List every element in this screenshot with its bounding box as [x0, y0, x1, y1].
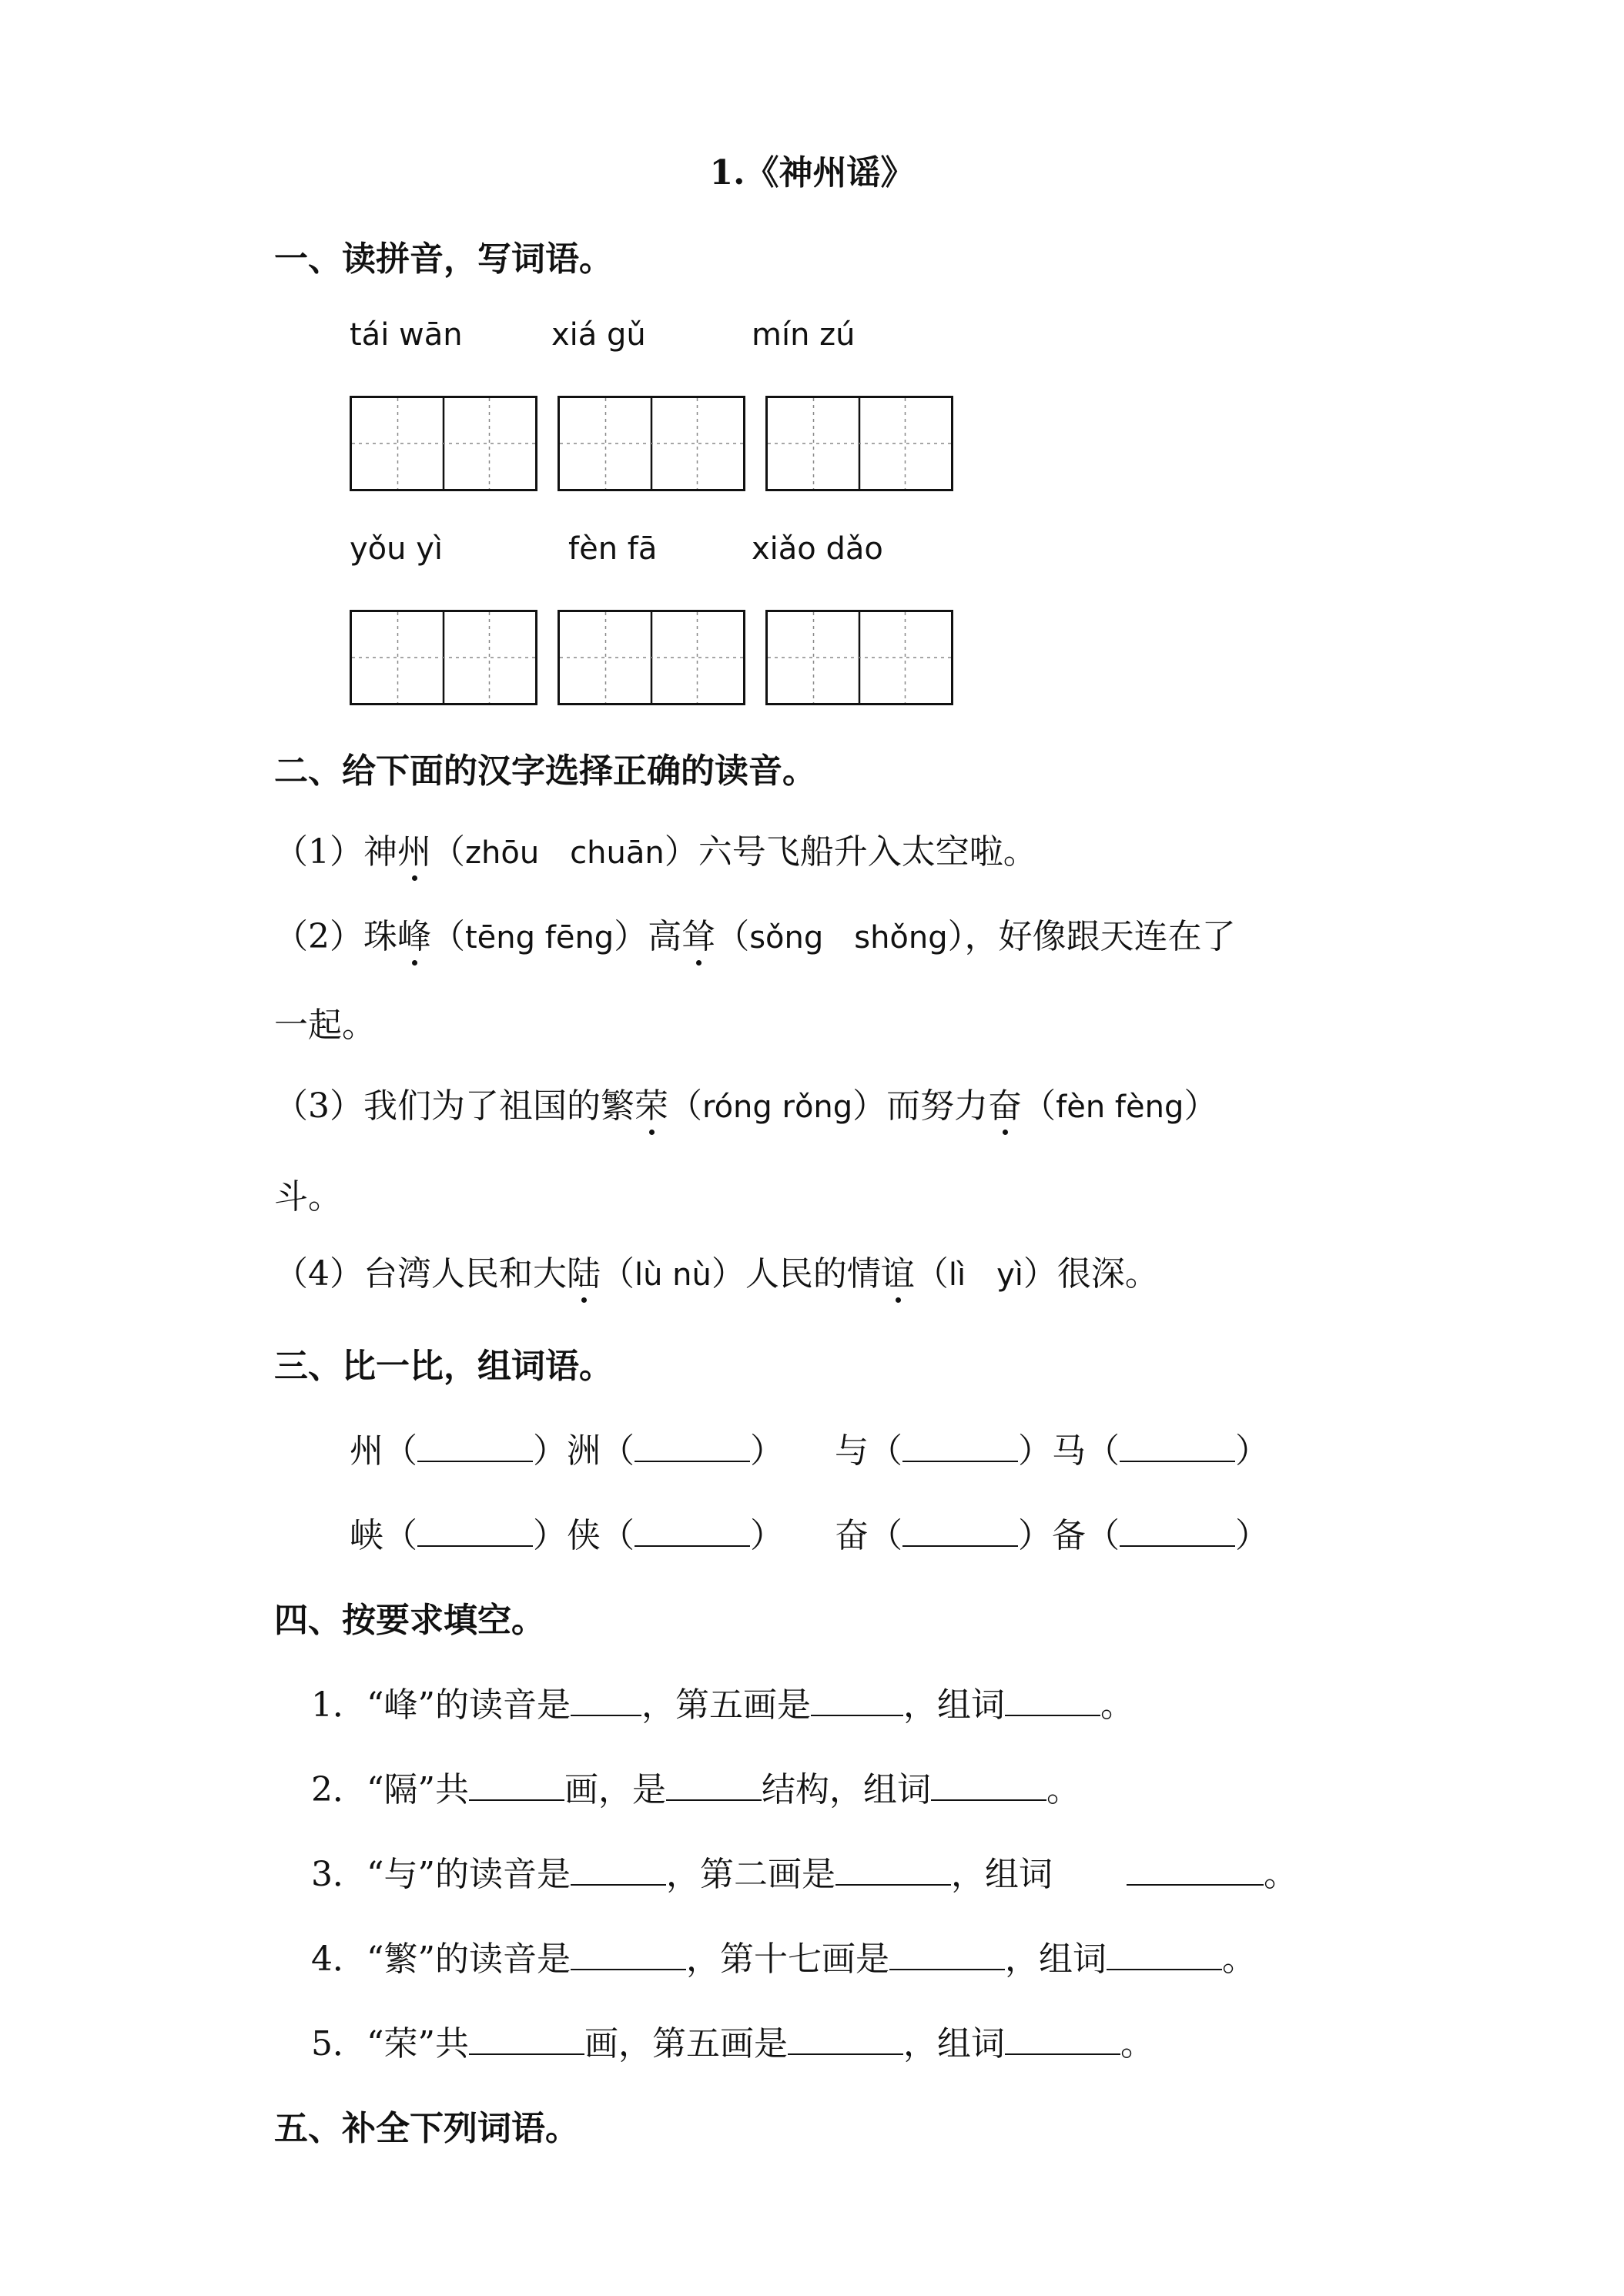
marked-char: 州 — [397, 832, 431, 872]
fill-item-3 — [311, 1846, 1298, 1896]
item-text: ，组词 — [950, 1855, 1053, 1894]
q-text: ）很深。 — [1023, 1254, 1159, 1294]
q-text: （ — [914, 1254, 949, 1294]
pinyin-5: fèn fā — [568, 531, 658, 567]
item-text: 4．“繁”的读音是 — [311, 1940, 571, 1979]
q-text: （ — [431, 917, 465, 956]
fill-item-4 — [311, 1931, 1256, 1980]
answer-blank[interactable] — [1120, 1434, 1235, 1462]
char-label: 奋（ — [835, 1516, 902, 1555]
q-text: （ — [1022, 1086, 1056, 1126]
char-label: ） — [1235, 1431, 1269, 1471]
marked-char: 奋 — [988, 1086, 1023, 1126]
q-text: ）高 — [614, 917, 682, 956]
item-text: ，组词 — [902, 1685, 1005, 1725]
answer-blank[interactable] — [635, 1434, 750, 1462]
compare-row-2 — [350, 1508, 1269, 1557]
answer-blank[interactable] — [902, 1434, 1018, 1462]
q-text: ）六号飞船升入太空啦。 — [664, 832, 1037, 872]
q-text: （1）神 — [274, 832, 397, 872]
answer-blank[interactable] — [931, 1773, 1046, 1801]
writing-grid[interactable] — [558, 396, 745, 491]
question-2-3-cont: 斗。 — [274, 1177, 342, 1217]
answer-blank[interactable] — [666, 1773, 762, 1801]
q-text: （ — [601, 1254, 635, 1294]
section-4-heading: 四、按要求填空。 — [274, 1601, 545, 1640]
q-text: ）人民的情 — [711, 1254, 881, 1294]
item-text: 。 — [1263, 1855, 1298, 1894]
char-label: ） — [750, 1516, 784, 1555]
question-2-3 — [274, 1078, 1217, 1127]
q-text: ），好像跟天连在了 — [947, 917, 1236, 956]
q-text: ）而努力 — [852, 1086, 989, 1126]
answer-blank[interactable] — [1107, 1943, 1222, 1970]
item-text: 。 — [1046, 1770, 1080, 1809]
pinyin-3: mín zú — [752, 317, 856, 353]
item-text: 结构，组词 — [761, 1770, 931, 1809]
page-title: 1.《神州谣》 — [709, 153, 915, 192]
answer-blank[interactable] — [469, 1773, 564, 1801]
char-label: 峡（ — [350, 1516, 417, 1555]
pinyin-6: xiǎo dǎo — [752, 531, 883, 567]
answer-blank[interactable] — [889, 1943, 1005, 1970]
char-label: ）洲（ — [533, 1431, 635, 1471]
pinyin-options[interactable]: róng rǒng — [702, 1089, 853, 1125]
item-text: ，组词 — [1004, 1940, 1107, 1979]
pinyin-2: xiá gǔ — [551, 317, 646, 353]
pinyin-options[interactable]: sǒng shǒng — [749, 920, 948, 956]
item-text: ，组词 — [902, 2024, 1005, 2063]
q-text: （2）珠 — [274, 917, 397, 956]
section-2-heading: 二、给下面的汉字选择正确的读音。 — [274, 751, 816, 791]
question-2-2 — [274, 909, 1236, 958]
q-text: ） — [1184, 1086, 1218, 1126]
marked-char: 陆 — [567, 1254, 601, 1294]
item-text: ，第二画是 — [665, 1855, 835, 1894]
answer-blank[interactable] — [571, 1943, 686, 1970]
answer-blank[interactable] — [902, 1519, 1018, 1547]
pinyin-options[interactable]: fèn fèng — [1056, 1089, 1184, 1125]
answer-blank[interactable] — [1120, 1519, 1235, 1547]
answer-blank[interactable] — [417, 1434, 533, 1462]
char-label: ） — [1235, 1516, 1269, 1555]
marked-char: 耸 — [681, 917, 716, 956]
marked-char: 谊 — [880, 1254, 915, 1294]
writing-grid[interactable] — [350, 610, 537, 705]
item-text: 。 — [1120, 2024, 1154, 2063]
char-label: 州（ — [350, 1431, 417, 1471]
answer-blank[interactable] — [571, 1689, 641, 1716]
marked-char: 荣 — [635, 1086, 668, 1126]
fill-item-2 — [311, 1762, 1080, 1811]
marked-char: 峰 — [397, 917, 431, 956]
answer-blank[interactable] — [788, 2027, 903, 2055]
item-text: 5．“荣”共 — [311, 2024, 469, 2063]
pinyin-options[interactable]: lì yì — [948, 1257, 1023, 1293]
char-label: 与（ — [835, 1431, 902, 1471]
item-text: 。 — [1221, 1940, 1256, 1979]
item-text: 。 — [1100, 1685, 1134, 1725]
answer-blank[interactable] — [635, 1519, 750, 1547]
q-text: （3）我们为了祖国的繁 — [274, 1086, 635, 1126]
pinyin-options[interactable]: lù nù — [635, 1257, 712, 1293]
q-text: （ — [715, 917, 750, 956]
answer-blank[interactable] — [417, 1519, 533, 1547]
item-text: ，第十七画是 — [685, 1940, 889, 1979]
q-text: （ — [668, 1086, 702, 1126]
item-text: 3．“与”的读音是 — [311, 1855, 571, 1894]
answer-blank[interactable] — [469, 2027, 584, 2055]
writing-grid[interactable] — [350, 396, 537, 491]
answer-blank[interactable] — [811, 1689, 903, 1716]
question-2-2-cont: 一起。 — [274, 1006, 376, 1045]
pinyin-options[interactable]: zhōu chuān — [465, 835, 665, 871]
item-text: 画，是 — [564, 1770, 666, 1809]
char-label: ）备（ — [1018, 1516, 1120, 1555]
pinyin-1: tái wān — [350, 317, 463, 353]
section-3-heading: 三、比一比，组词语。 — [274, 1347, 613, 1386]
answer-blank[interactable] — [571, 1858, 666, 1886]
section-1-heading: 一、读拼音，写词语。 — [274, 239, 613, 279]
pinyin-options[interactable]: tēng fēng — [465, 920, 614, 956]
compare-row-1 — [350, 1423, 1269, 1472]
question-2-1 — [274, 824, 1037, 873]
answer-blank[interactable] — [835, 1858, 951, 1886]
fill-item-1 — [311, 1677, 1134, 1726]
item-text: 1．“峰”的读音是 — [311, 1685, 571, 1725]
section-5-heading: 五、补全下列词语。 — [274, 2109, 579, 2148]
pinyin-4: yǒu yì — [350, 531, 443, 567]
q-text: （4）台湾人民和大 — [274, 1254, 567, 1294]
writing-grid[interactable] — [765, 610, 953, 705]
answer-blank[interactable] — [1127, 1858, 1264, 1886]
writing-grid[interactable] — [558, 610, 745, 705]
answer-blank[interactable] — [1005, 1689, 1100, 1716]
char-label: ） — [750, 1431, 784, 1471]
fill-item-5 — [311, 2016, 1154, 2065]
item-text: ，第五画是 — [641, 1685, 811, 1725]
writing-grid[interactable] — [765, 396, 953, 491]
q-text: （ — [431, 832, 465, 872]
char-label: ）侠（ — [533, 1516, 635, 1555]
char-label: ）马（ — [1018, 1431, 1120, 1471]
item-text: 2．“隔”共 — [311, 1770, 469, 1809]
item-text: 画，第五画是 — [584, 2024, 788, 2063]
question-2-4 — [274, 1246, 1159, 1295]
answer-blank[interactable] — [1005, 2027, 1120, 2055]
